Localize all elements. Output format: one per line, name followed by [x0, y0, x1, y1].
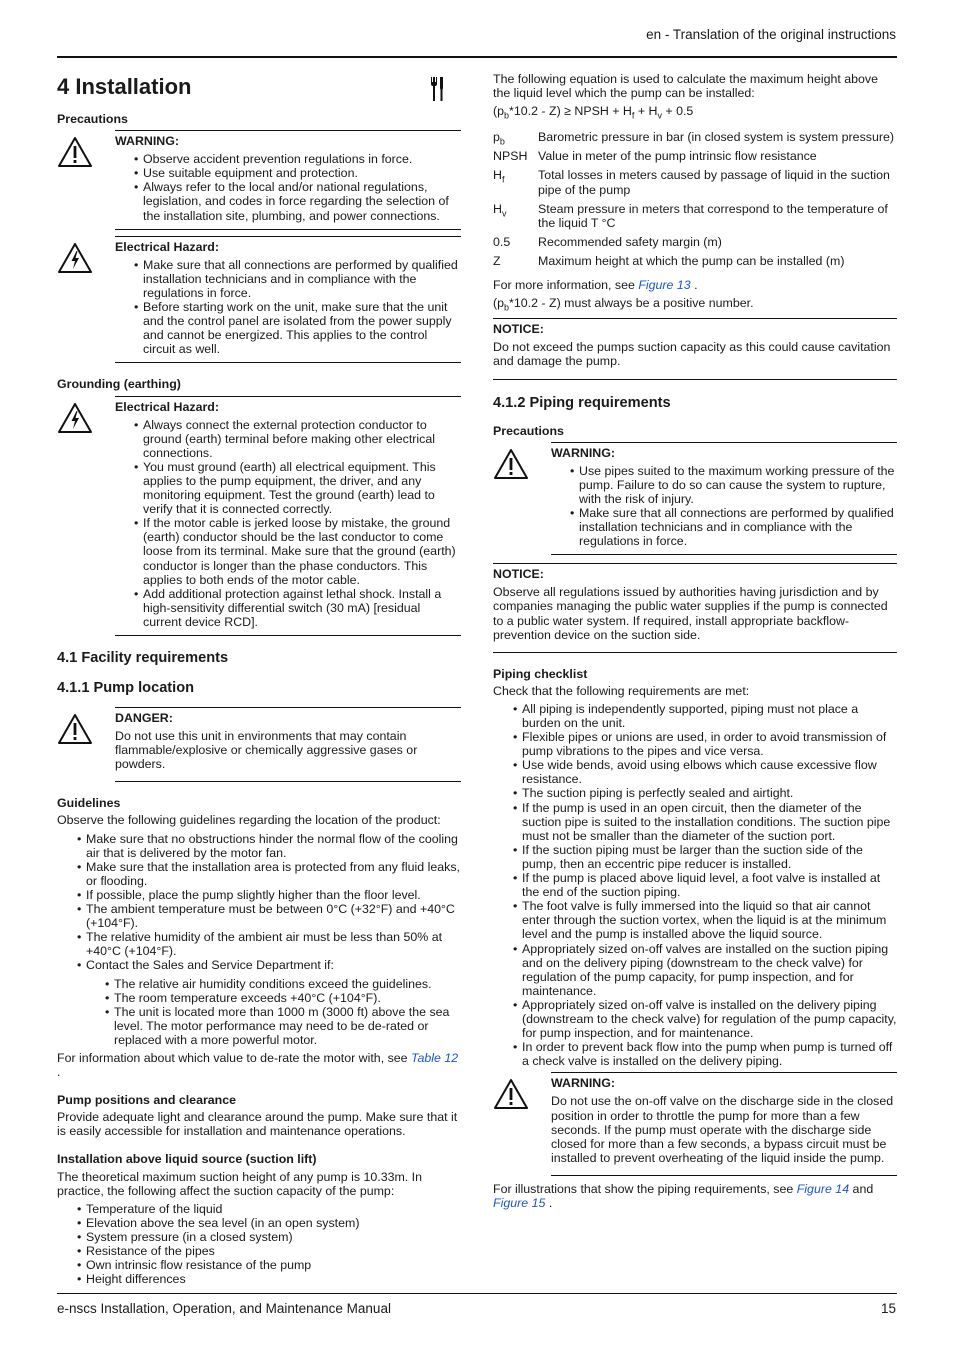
suction-text: The theoretical maximum suction height of any pump is 10.33m. In practice, the following affect the suction capacity of the pump:: [57, 1169, 423, 1198]
warning-box: [493, 1072, 897, 1176]
suction-label: Installation above liquid source (suction lift): [57, 1152, 317, 1167]
list-item: • If the pump is used in an open circuit, then the diameter of the suction pipe is suited to the installation conditions. The suction pipe must not be smaller than the diameter of the suction port.: [522, 801, 897, 843]
subsection-heading: 4.1.1 Pump location: [57, 680, 195, 696]
left-column: [57, 72, 461, 1290]
list-item: • Always refer to the local and/or national regulations, legislation, and codes in force regarding the selection of the installation site, plumbing, and power connections.: [143, 180, 461, 222]
list-item: • Appropriately sized on-off valves are installed on the suction piping and on the delivery piping (downstream to the check valve) for regulation of the pump capacity, for pump inspection, and for maintenance.: [522, 942, 897, 998]
notice-title: NOTICE:: [493, 567, 544, 582]
list-item: • In order to prevent back flow into the pump when pump is turned off a check valve is installed on the delivery piping.: [522, 1040, 897, 1068]
warning-title: WARNING:: [551, 1076, 616, 1091]
list-item: • Use suitable equipment and protection.: [143, 166, 461, 180]
footer-title: e-nscs Installation, Operation, and Maintenance Manual: [57, 1301, 391, 1316]
notice-text: Do not exceed the pumps suction capacity as this could cause cavitation and damage the pump.: [493, 340, 891, 369]
table-12-link[interactable]: Table 12: [411, 1050, 459, 1065]
list-item: • Use wide bends, avoid using elbows which cause excessive flow resistance.: [522, 758, 897, 786]
page-number: 15: [880, 1301, 896, 1316]
notice-box: [493, 318, 897, 379]
danger-box: [57, 707, 461, 782]
warning-box: [493, 442, 897, 556]
precautions-label: Precautions: [493, 423, 564, 438]
definition-row: Z Maximum height at which the pump can be installed (m): [493, 253, 845, 268]
tools-icon: [429, 76, 445, 108]
page-header: en - Translation of the original instructions: [646, 27, 896, 42]
list-item: • Always connect the external protection conductor to ground (earth) terminal before making other electrical connections.: [143, 418, 461, 460]
danger-title: DANGER:: [115, 711, 173, 725]
list-item: • Make sure that no obstructions hinder the normal flow of the cooling air that is delivered by the motor fan.: [86, 832, 461, 860]
electrical-hazard-box: [57, 236, 461, 364]
list-item: • If the motor cable is jerked loose by mistake, the ground (earth) conductor should be the last conductor to come loose from its terminal. Make sure that the ground (earth) conductor is longer than the phase conductors. This applies to both ends of the motor cable.: [143, 516, 461, 586]
figure-14-link[interactable]: Figure 14: [796, 1181, 850, 1196]
list-item: • Appropriately sized on-off valve is installed on the delivery piping (downstream to the check valve) for regulation of the pump capacity, for pump inspection, and for maintenance.: [522, 998, 897, 1040]
definition-row: 0.5 Recommended safety margin (m): [493, 234, 722, 249]
list-item: • Own intrinsic flow resistance of the pump: [86, 1258, 461, 1272]
electrical-hazard-box: [57, 396, 461, 637]
warning-title: WARNING:: [551, 445, 616, 460]
definition-row: NPSH Value in meter of the pump intrinsic flow resistance: [493, 149, 817, 164]
list-item: • Flexible pipes or unions are used, in order to avoid transmission of pump vibrations to the pipes and vice versa.: [522, 730, 897, 758]
warning-triangle-icon: [493, 1072, 551, 1176]
warning-triangle-icon: [493, 442, 551, 556]
list-item: • Add additional protection against lethal shock. Install a high-sensitivity differential switch (30 mA) [residual current device RCD].: [143, 587, 461, 629]
figure-15-link[interactable]: Figure 15: [493, 1196, 546, 1210]
list-item: • If the pump is placed above liquid level, a foot valve is installed at the end of the suction piping.: [522, 871, 897, 899]
list-item: • Make sure that all connections are performed by qualified installation technicians and in compliance with the regulations in force.: [579, 506, 897, 548]
notice-title: NOTICE:: [493, 322, 544, 337]
illustrations-paragraph: For illustrations that show the piping requirements, see Figure 14 and Figure 15 .: [493, 1181, 874, 1210]
list-item: • The relative humidity of the ambient air must be less than 50% at +40°C (+104°F).: [86, 930, 461, 958]
subsection-heading: 4.1.2 Piping requirements: [493, 394, 671, 411]
electrical-hazard-icon: [57, 236, 115, 364]
derate-paragraph: For information about which value to de-rate the motor with, see Table 12 .: [57, 1050, 459, 1080]
footer-rule: [57, 1293, 897, 1294]
warning-triangle-icon: [57, 707, 115, 782]
chapter-title: 4 Installation: [57, 74, 461, 100]
warning-triangle-icon: [57, 130, 115, 230]
header-rule: [57, 56, 897, 58]
equation-intro: The following equation is used to calculate the maximum height above the liquid level which the pump can be installed:: [493, 72, 879, 101]
list-item: • Make sure that all connections are performed by qualified installation technicians and in compliance with the regulations in force.: [143, 258, 461, 300]
list-item: • If possible, place the pump slightly higher than the floor level.: [86, 888, 461, 902]
list-item: • Resistance of the pipes: [86, 1244, 461, 1258]
list-item: • Use pipes suited to the maximum working pressure of the pump. Failure to do so can cause the system to rupture, with the risk of injury.: [579, 464, 897, 506]
electrical-hazard-title: Electrical Hazard:: [115, 239, 219, 254]
section-heading: 4.1 Facility requirements: [57, 650, 229, 666]
list-item: • Observe accident prevention regulations in force.: [143, 152, 461, 166]
electrical-hazard-title: Electrical Hazard:: [115, 399, 219, 414]
definition-list: [493, 130, 897, 268]
checklist-intro: Check that the following requirements are met:: [493, 683, 750, 698]
list-item: • System pressure (in a closed system): [86, 1230, 461, 1244]
warning-title: WARNING:: [115, 134, 180, 149]
list-item: • The foot valve is fully immersed into the liquid so that air cannot enter through the suction vortex, when the liquid is at the minimum level and the pump is installed above the liquid source.: [522, 899, 897, 941]
list-item: • The unit is located more than 1000 m (3000 ft) above the sea level. The motor performance may need to be de-rated or replaced with a more powerful motor.: [114, 1005, 461, 1047]
guidelines-label: Guidelines: [57, 796, 121, 811]
warning-box: [57, 130, 461, 230]
grounding-label: Grounding (earthing): [57, 377, 181, 392]
more-info-paragraph: For more information, see Figure 13 .: [493, 278, 698, 293]
right-column: [493, 72, 897, 1214]
notice-box: [493, 563, 897, 652]
definition-row: $H_v$ Steam pressure in meters that correspond to the temperature of the liquid T °C: [493, 201, 888, 230]
list-item: • Contact the Sales and Service Department if:: [86, 958, 461, 972]
list-item: • The suction piping is perfectly sealed and airtight.: [522, 786, 897, 800]
list-item: • All piping is independently supported, piping must not place a burden on the unit.: [522, 702, 897, 730]
list-item: • Make sure that the installation area is protected from any fluid leaks, or flooding.: [86, 860, 461, 888]
notice-text: Observe all regulations issued by authorities having jurisdiction and by companies managing the public water supplies if the pump is connected to a public water system. If required, install appropriate backflow-prevention device on the suction side.: [493, 585, 888, 642]
list-item: • Height differences: [86, 1272, 461, 1286]
definition-row: $H_f$ Total losses in meters caused by passage of liquid in the suction pipe of the pump: [493, 168, 890, 197]
list-item: • Elevation above the sea level (in an open system): [86, 1216, 461, 1230]
positions-text: Provide adequate light and clearance around the pump. Make sure that it is easily accessible for installation and maintenance operations.: [57, 1110, 458, 1139]
list-item: • The relative air humidity conditions exceed the guidelines.: [114, 977, 461, 991]
danger-text: Do not use this unit in environments that may contain flammable/explosive or chemically aggressive gases or powders.: [115, 729, 418, 772]
checklist-label: Piping checklist: [493, 666, 588, 681]
guidelines-intro: Observe the following guidelines regarding the location of the product:: [57, 813, 441, 828]
list-item: • If the suction piping must be larger than the suction side of the pump, then an eccentric pipe reducer is installed.: [522, 843, 897, 871]
definition-row: $p_b$ Barometric pressure in bar (in closed system is system pressure): [493, 130, 894, 147]
figure-13-link[interactable]: Figure 13: [638, 278, 691, 293]
precautions-label: Precautions: [57, 112, 128, 126]
positions-label: Pump positions and clearance: [57, 1093, 237, 1108]
equation: $(p_b*10.2 - Z)$ ≥ NPSH + $H_f + H_v + 0.5$: [493, 104, 694, 121]
positive-note: $(p_b*10.2 - Z)$ must always be a positive number.: [493, 296, 754, 313]
warning-text: Do not use the on-off valve on the discharge side in the closed position in order to throttle the pump for more than a few seconds. If the pump must operate with the discharge side closed for more than a few seconds, a bypass circuit must be installed to prevent overheating of the liquid inside the pump.: [551, 1094, 894, 1165]
list-item: • The ambient temperature must be between 0°C (+32°F) and +40°C (+104°F).: [86, 902, 461, 930]
list-item: • Before starting work on the unit, make sure that the unit and the control panel are isolated from the power supply and cannot be energized. This applies to the control circuit as well.: [143, 300, 461, 356]
list-item: • Temperature of the liquid: [86, 1202, 461, 1216]
list-item: • You must ground (earth) all electrical equipment. This applies to the pump equipment, the driver, and any monitoring equipment. Test the ground (earth) lead to verify that it is connected correctly.: [143, 460, 461, 516]
list-item: • The room temperature exceeds +40°C (+104°F).: [114, 991, 461, 1005]
electrical-hazard-icon: [57, 396, 115, 637]
